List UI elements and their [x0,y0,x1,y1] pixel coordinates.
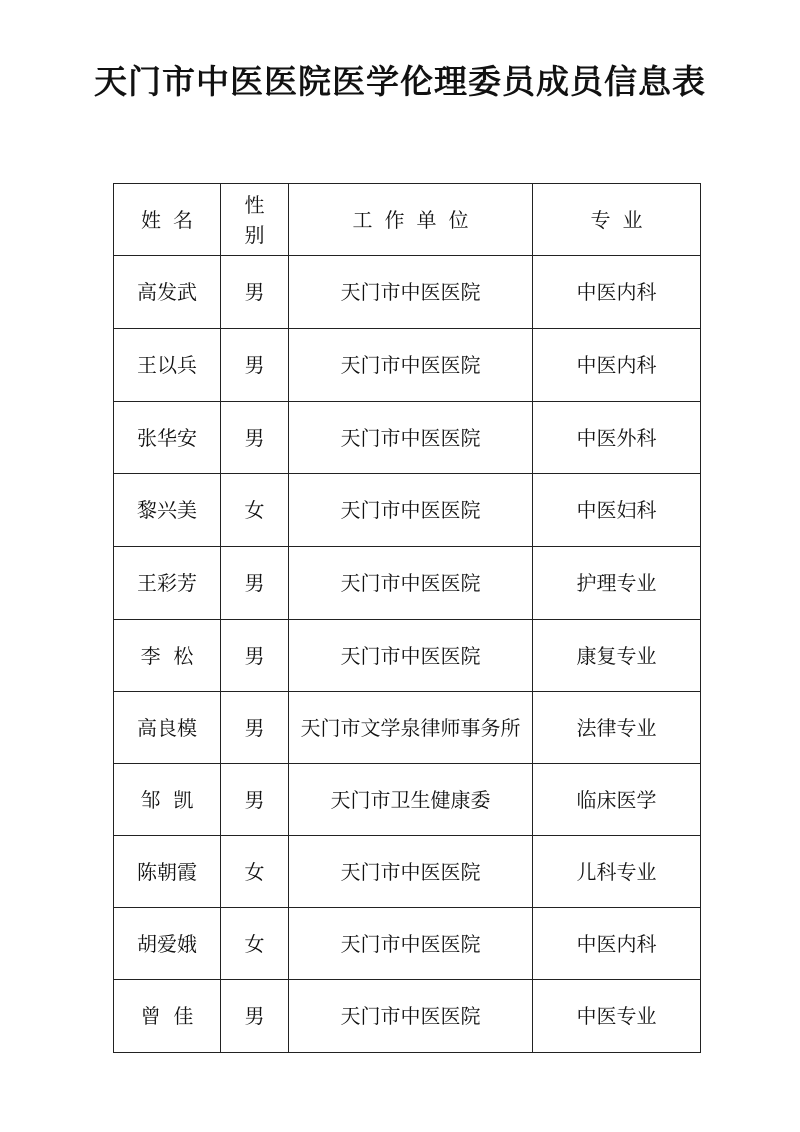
member-gender-cell: 男 [221,692,289,764]
member-unit-cell [289,836,533,908]
member-unit-text: 天门市卫生健康委 [330,787,491,812]
member-specialty-cell: 中医内科 [533,329,701,402]
member-specialty-cell: 法律专业 [533,692,701,764]
member-gender-cell: 女 [221,474,289,547]
member-gender-cell: 男 [221,402,289,474]
table-header-row [114,184,701,256]
member-specialty-cell: 康复专业 [533,620,701,692]
member-unit-cell [289,256,533,329]
member-name-cell: 李 松 [114,620,221,692]
member-specialty-cell: 中医内科 [533,908,701,980]
table-row [114,836,701,908]
member-name-cell: 曾 佳 [114,980,221,1053]
page-title: 天门市中医医院医学伦理委员成员信息表 [94,62,706,101]
member-specialty-cell: 中医内科 [533,256,701,329]
table-row [114,402,701,474]
member-gender-cell: 女 [221,908,289,980]
member-gender-cell: 男 [221,764,289,836]
table-row [114,547,701,620]
member-unit-text: 天门市中医医院 [340,353,481,377]
member-unit-cell [289,402,533,474]
member-name-cell: 王彩芳 [114,547,221,620]
member-gender-cell: 男 [221,620,289,692]
member-unit-text: 天门市中医医院 [340,859,481,884]
member-unit-text: 天门市中医医院 [340,498,481,522]
member-gender-cell: 女 [221,836,289,908]
member-unit-text: 天门市文学泉律师事务所 [300,715,521,740]
member-unit-text: 天门市中医医院 [340,1004,481,1028]
member-name-cell: 陈朝霞 [114,836,221,908]
member-specialty-cell: 临床医学 [533,764,701,836]
header-unit: 工作单位 [289,184,533,256]
member-unit-text: 天门市中医医院 [340,280,481,304]
table-row [114,980,701,1053]
member-unit-cell [289,329,533,402]
member-name-cell: 高发武 [114,256,221,329]
member-rows [114,256,701,1053]
member-unit-cell [289,620,533,692]
header-name: 姓名 [114,184,221,256]
member-specialty-cell: 护理专业 [533,547,701,620]
table-row [114,329,701,402]
member-unit-cell [289,764,533,836]
member-gender-cell: 男 [221,256,289,329]
table-row [114,764,701,836]
header-gender-line2: 别 [244,222,265,247]
member-unit-cell [289,692,533,764]
member-name-cell: 王以兵 [114,329,221,402]
header-gender [221,184,289,256]
member-unit-text: 天门市中医医院 [340,571,481,595]
table-row [114,620,701,692]
member-name-cell: 张华安 [114,402,221,474]
member-unit-cell [289,547,533,620]
member-gender-cell: 男 [221,329,289,402]
table-row [114,256,701,329]
member-table [113,183,701,1053]
member-gender-cell: 男 [221,547,289,620]
table-row [114,474,701,547]
header-specialty: 专业 [533,184,701,256]
header-gender-line1: 性 [244,192,265,217]
table-row [114,908,701,980]
member-unit-text: 天门市中医医院 [340,931,481,956]
member-unit-text: 天门市中医医院 [340,425,481,450]
member-unit-cell [289,908,533,980]
member-specialty-cell: 中医妇科 [533,474,701,547]
member-unit-cell [289,980,533,1053]
member-specialty-cell: 中医专业 [533,980,701,1053]
table-row [114,692,701,764]
member-gender-cell: 男 [221,980,289,1053]
member-unit-cell [289,474,533,547]
member-name-cell: 胡爱娥 [114,908,221,980]
member-specialty-cell: 儿科专业 [533,836,701,908]
member-unit-text: 天门市中医医院 [340,643,481,668]
member-specialty-cell: 中医外科 [533,402,701,474]
member-name-cell: 黎兴美 [114,474,221,547]
member-name-cell: 高良模 [114,692,221,764]
member-name-cell: 邹 凯 [114,764,221,836]
